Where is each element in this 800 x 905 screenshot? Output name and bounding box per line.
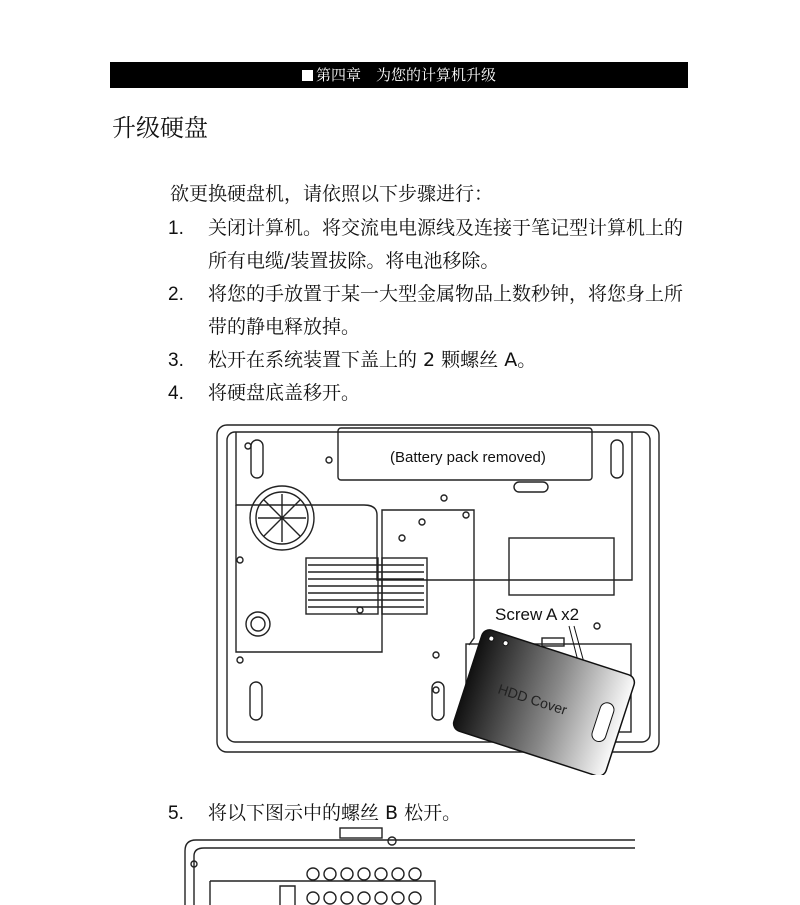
step-number: 4. xyxy=(168,383,184,404)
vent-grid xyxy=(306,558,427,614)
hdd-cover-label: HDD Cover xyxy=(496,680,570,718)
chapter-title: 第四章 为您的计算机升级 xyxy=(315,66,496,84)
step-text: 关闭计算机。将交流电电源线及连接于笔记型计算机上的所有电缆/装置拔除。将电池移除。 xyxy=(208,217,684,272)
step-number: 2. xyxy=(168,284,184,305)
step-number: 5. xyxy=(168,803,184,824)
step-number: 3. xyxy=(168,350,184,371)
step-text: 将硬盘底盖移开。 xyxy=(208,382,361,404)
hdd-cover xyxy=(452,628,637,775)
step-item xyxy=(168,212,693,278)
screw-label: Screw A x2 xyxy=(495,605,580,624)
step-number: 1. xyxy=(168,218,184,239)
step-item xyxy=(168,377,693,410)
step-item xyxy=(168,344,693,377)
battery-label: (Battery pack removed) xyxy=(390,449,546,466)
step-item xyxy=(168,278,693,344)
step-text: 将您的手放置于某一大型金属物品上数秒钟，将您身上所带的静电释放掉。 xyxy=(208,283,684,338)
section-title: 升级硬盘 xyxy=(112,114,208,142)
laptop-bottom-figure-2 xyxy=(180,826,650,905)
step-text: 松开在系统装置下盖上的 2 颗螺丝 A。 xyxy=(208,349,537,371)
laptop-bottom-figure xyxy=(214,420,664,775)
vent-holes xyxy=(307,868,421,904)
step-text: 将以下图示中的螺丝 B 松开。 xyxy=(208,802,462,824)
square-bullet-icon xyxy=(302,70,313,81)
steps-list xyxy=(168,212,693,410)
chapter-header xyxy=(110,62,688,88)
intro-text: 欲更换硬盘机，请依照以下步骤进行： xyxy=(170,183,494,205)
label-plate xyxy=(509,538,614,595)
